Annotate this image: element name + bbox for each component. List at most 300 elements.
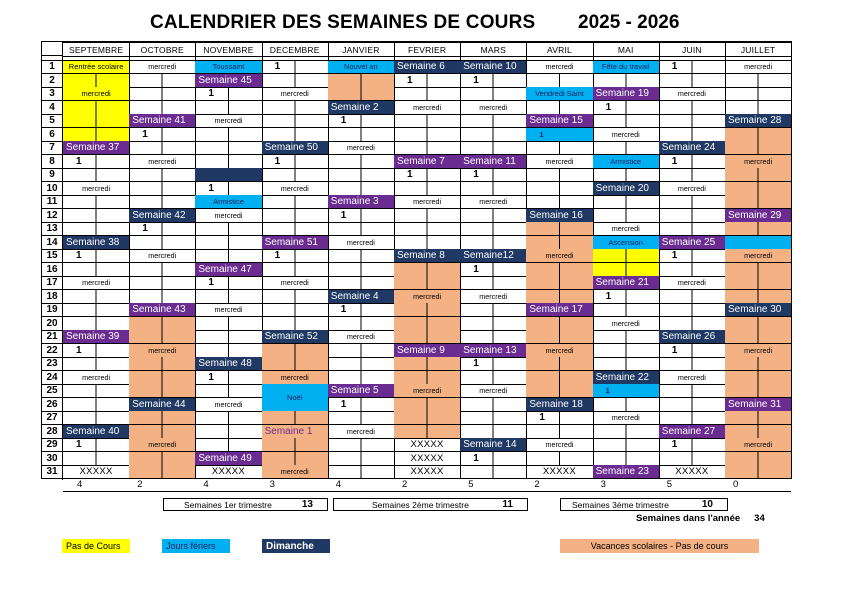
day-cell [659,168,726,182]
week-start-cell: 1 [659,344,726,358]
week-start-cell: 1 [593,290,660,304]
holiday-cell: Armistice [593,155,660,169]
trimester-1-label: Semaines 1er trimestre [184,499,272,510]
week-label-cell: Semaine 8 [394,249,461,263]
week-label-cell: Semaine 17 [526,303,593,317]
week-start-cell: 1 [195,276,262,290]
wednesday-cell: mercredi [262,276,329,290]
week-label-cell: Semaine 47 [195,263,262,277]
no-class-cell [63,101,130,115]
school-year: 2025 - 2026 [578,12,680,33]
week-start-cell: 1 [262,60,329,74]
month-header: OCTOBRE [129,41,196,57]
week-label-cell: Semaine 3 [328,195,395,209]
day-cell [63,209,130,223]
vacation-cell [725,182,792,196]
day-cell [659,209,726,223]
day-cell [659,74,726,88]
day-cell [328,222,395,236]
week-label-cell: Semaine 52 [262,330,329,344]
holiday-cell: Ascension [593,236,660,250]
week-label-cell: Semaine 10 [460,60,527,74]
week-label-cell: Semaine 18 [526,398,593,412]
vacation-cell [725,371,792,385]
vacation-cell [262,452,329,466]
day-cell [659,384,726,398]
day-cell [460,317,527,331]
day-cell [460,141,527,155]
vacation-cell [526,236,593,250]
week-label-cell: Semaine 29 [725,209,792,223]
vacation-cell [526,276,593,290]
week-label-cell: Semaine12 [460,249,527,263]
day-number: 18 [41,290,63,304]
vacation-cell [129,465,196,479]
week-label-cell: Semaine 15 [526,114,593,128]
vacation-cell [725,128,792,142]
day-cell [460,87,527,101]
wednesday-cell: mercredi [262,182,329,196]
nonexistent-day-cell: XXXXX [394,452,461,466]
week-label-cell: Semaine 14 [460,438,527,452]
week-label-cell: Semaine 42 [129,209,196,223]
day-cell [328,155,395,169]
wednesday-cell: mercredi [659,276,726,290]
day-cell [63,357,130,371]
day-cell [659,290,726,304]
day-number: 30 [41,452,63,466]
trimester-3-total [560,498,728,511]
month-week-total: 4 [77,479,83,490]
week-label-cell: Semaine 4 [328,290,395,304]
week-label-cell: Semaine 26 [659,330,726,344]
trimester-3-label: Semaines 3ème trimestre [572,499,669,510]
week-label-cell: Semaine 50 [262,141,329,155]
week-start-cell: 1 [63,344,130,358]
wednesday-cell: mercredi [129,438,196,452]
day-cell [262,209,329,223]
week-label-cell: Semaine 6 [394,60,461,74]
day-cell [725,101,792,115]
day-cell [659,317,726,331]
week-start-cell: 1 [526,411,593,425]
day-cell [63,411,130,425]
day-cell [328,357,395,371]
day-cell [460,222,527,236]
month-header: DECEMBRE [262,41,329,57]
month-header: FEVRIER [394,41,461,57]
vacation-cell [394,303,461,317]
day-cell [460,236,527,250]
week-start-cell: 1 [659,249,726,263]
day-number: 5 [41,114,63,128]
wednesday-cell: mercredi [394,290,461,304]
week-label-cell: Semaine 44 [129,398,196,412]
day-cell [593,195,660,209]
spacer-cell [63,56,130,61]
day-cell [63,384,130,398]
day-cell [129,276,196,290]
vacation-cell [526,317,593,331]
wednesday-cell: mercredi [394,195,461,209]
day-cell [129,74,196,88]
nonexistent-day-cell: XXXXX [195,465,262,479]
spacer-cell [328,56,395,61]
holiday-cell: Vendredi Saint [526,87,593,101]
week-label-cell: Semaine 31 [725,398,792,412]
wednesday-cell: mercredi [195,114,262,128]
wednesday-cell: mercredi [659,87,726,101]
trimester-3-value: 10 [701,499,713,510]
day-cell [328,128,395,142]
vacation-cell [129,452,196,466]
day-cell [593,344,660,358]
week-label-cell: Semaine 5 [328,384,395,398]
day-cell [262,101,329,115]
day-number: 16 [41,263,63,277]
week-start-cell: 1 [328,209,395,223]
trimester-2-label: Semaines 2ème trimestre [372,499,469,510]
week-label-cell: Semaine 9 [394,344,461,358]
week-label-cell: Semaine 22 [593,371,660,385]
day-cell [328,411,395,425]
vacation-cell [725,330,792,344]
day-cell [262,74,329,88]
day-cell [262,317,329,331]
day-number: 26 [41,398,63,412]
vacation-cell [129,384,196,398]
legend-holidays [162,539,230,553]
wednesday-cell: mercredi [725,344,792,358]
day-number: 6 [41,128,63,142]
day-cell [195,290,262,304]
grid-bottom-border [63,491,791,492]
month-week-total: 3 [269,479,275,490]
vacation-cell [129,330,196,344]
day-cell [659,357,726,371]
week-label-cell: Semaine 39 [63,330,130,344]
trimester-1-value: 13 [301,499,313,510]
month-week-total: 4 [335,479,342,490]
day-cell [593,357,660,371]
day-cell [659,195,726,209]
vacation-cell [725,411,792,425]
day-cell [526,182,593,196]
vacation-cell [394,371,461,385]
day-cell [460,330,527,344]
wednesday-cell: mercredi [328,425,395,439]
day-cell [460,276,527,290]
day-cell [460,371,527,385]
day-cell [195,101,262,115]
day-cell [262,195,329,209]
day-cell [659,101,726,115]
spacer-cell [41,56,63,61]
vacation-cell [725,317,792,331]
day-cell [593,168,660,182]
page-title: CALENDRIER DES SEMAINES DE COURS [150,12,536,33]
vacation-cell [394,330,461,344]
day-cell [195,222,262,236]
holiday-cell: Nouvel an [328,60,395,74]
week-label-cell: Semaine 25 [659,236,726,250]
day-cell [129,168,196,182]
vacation-cell [328,74,395,88]
wednesday-cell: mercredi [659,182,726,196]
day-cell [63,195,130,209]
vacation-cell [262,411,329,425]
sunday-cell [195,168,262,182]
wednesday-cell: mercredi [328,236,395,250]
week-label-cell: Semaine 38 [63,236,130,250]
year-total-label: Semaines dans l'année [636,513,741,524]
day-cell [460,465,527,479]
day-cell [195,425,262,439]
week-label-cell: Semaine 41 [129,114,196,128]
day-cell [460,411,527,425]
day-cell [526,141,593,155]
holiday-cell: Fête du travail [593,60,660,74]
spacer-cell [659,56,726,61]
day-cell [63,263,130,277]
day-cell [593,114,660,128]
week-label-cell: Semaine 16 [526,209,593,223]
day-cell [328,344,395,358]
day-number: 20 [41,317,63,331]
day-number: 31 [41,465,63,479]
week-label-cell: Semaine 23 [593,465,660,479]
trimester-2-value: 11 [502,499,513,510]
wednesday-cell: mercredi [526,249,593,263]
day-cell [659,303,726,317]
day-number: 9 [41,168,63,182]
day-cell [328,168,395,182]
wednesday-cell: mercredi [725,155,792,169]
vacation-cell [725,168,792,182]
week-label-cell: Semaine 49 [195,452,262,466]
month-header: MAI [593,41,660,57]
day-cell [460,114,527,128]
day-cell [659,398,726,412]
vacation-cell [394,411,461,425]
day-cell [394,87,461,101]
day-cell [328,371,395,385]
week-label-cell: Semaine 11 [460,155,527,169]
wednesday-cell: mercredi [129,155,196,169]
week-label-cell: Semaine 2 [328,101,395,115]
vacation-cell [394,263,461,277]
week-label-cell: Semaine 40 [63,425,130,439]
wednesday-cell: mercredi [460,101,527,115]
week-start-cell: 1 [328,114,395,128]
spacer-cell [195,56,262,61]
grid-left-border [62,41,63,480]
week-label-cell: Semaine 20 [593,182,660,196]
week-start-cell: 1 [63,438,130,452]
day-cell [593,74,660,88]
day-cell [195,438,262,452]
holiday-cell: Toussaint [195,60,262,74]
week-label-cell: Semaine 24 [659,141,726,155]
week-start-cell: 1 [129,128,196,142]
day-cell [328,465,395,479]
day-cell [526,425,593,439]
wednesday-cell: mercredi [460,290,527,304]
legend-vacation-label: Vacances scolaires - Pas de cours [590,541,729,551]
day-cell [63,290,130,304]
day-number: 12 [41,209,63,223]
vacation-cell [129,425,196,439]
week-start-cell: 1 [460,74,527,88]
wednesday-cell: mercredi [195,209,262,223]
month-header: JANVIER [328,41,395,57]
day-number: 29 [41,438,63,452]
day-cell [593,209,660,223]
day-cell [63,317,130,331]
week-label-cell: Semaine 21 [593,276,660,290]
day-cell [659,452,726,466]
month-week-total: 2 [137,479,143,490]
day-cell [526,101,593,115]
week-label-cell: Semaine 30 [725,303,792,317]
day-cell [328,263,395,277]
day-cell [129,101,196,115]
day-cell [195,236,262,250]
day-cell [63,303,130,317]
month-week-total: 0 [733,479,739,490]
wednesday-cell: mercredi [725,60,792,74]
spacer-cell [725,56,792,61]
week-start-cell: 1 [129,222,196,236]
vacation-cell [129,357,196,371]
spacer-cell [262,56,329,61]
wednesday-cell: mercredi [195,398,262,412]
spacer-cell [129,56,196,61]
month-week-total: 2 [534,479,540,490]
wednesday-cell: mercredi [460,384,527,398]
nonexistent-day-cell: XXXXX [526,465,593,479]
day-cell [195,249,262,263]
week-start-cell: 1 [195,182,262,196]
day-cell [460,209,527,223]
day-cell [394,128,461,142]
day-cell [659,128,726,142]
day-number: 19 [41,303,63,317]
day-cell [328,182,395,196]
wednesday-cell: mercredi [659,371,726,385]
week-start-cell: 1 [195,87,262,101]
day-cell [129,87,196,101]
week-start-cell: 1 [328,398,395,412]
nonexistent-day-cell: XXXXX [394,438,461,452]
day-number: 24 [41,371,63,385]
day-number: 8 [41,155,63,169]
year-total [636,513,765,524]
wednesday-cell: mercredi [725,438,792,452]
day-cell [63,168,130,182]
wednesday-cell: mercredi [262,465,329,479]
day-number: 11 [41,195,63,209]
week-start-cell: 1 [659,155,726,169]
vacation-cell [725,425,792,439]
wednesday-cell: mercredi [593,128,660,142]
wednesday-cell: mercredi [328,330,395,344]
month-header: JUILLET [725,41,792,57]
no-class-cell [63,114,130,128]
no-class-cell: Rentrée scolaire [63,60,130,74]
trimester-1-total [163,498,328,511]
week-start-cell: 1 [328,303,395,317]
wednesday-cell: mercredi [195,303,262,317]
vacation-cell [725,452,792,466]
day-cell [659,114,726,128]
day-cell [659,222,726,236]
day-number: 3 [41,87,63,101]
legend-no-class [62,539,130,553]
no-class-cell: mercredi [63,87,130,101]
vacation-cell [526,357,593,371]
week-label-cell: Semaine 37 [63,141,130,155]
day-cell [593,398,660,412]
day-cell [526,168,593,182]
month-header: NOVEMBRE [195,41,262,57]
week-start-cell: 1 [262,155,329,169]
day-cell [725,74,792,88]
month-week-total: 3 [600,479,606,490]
wednesday-cell: mercredi [63,182,130,196]
day-cell [129,236,196,250]
wednesday-cell: mercredi [526,155,593,169]
nonexistent-day-cell: XXXXX [394,465,461,479]
month-header: AVRIL [526,41,593,57]
day-cell [63,222,130,236]
no-class-cell [593,249,660,263]
week-label-cell: Semaine 45 [195,74,262,88]
day-number: 25 [41,384,63,398]
day-cell [394,114,461,128]
vacation-cell [725,357,792,371]
day-number: 4 [41,101,63,115]
week-start-cell: 1 [460,168,527,182]
vacation-cell [394,276,461,290]
week-label-cell: Semaine 48 [195,357,262,371]
wednesday-cell: mercredi [262,87,329,101]
day-cell [63,398,130,412]
day-cell [328,317,395,331]
day-cell [526,74,593,88]
day-number: 28 [41,425,63,439]
week-label-cell: Semaine 7 [394,155,461,169]
spacer-cell [526,56,593,61]
wednesday-cell: mercredi [526,438,593,452]
week-start-cell: 1 [63,249,130,263]
legend-no-class-label: Pas de Cours [66,541,121,551]
day-cell [262,290,329,304]
day-cell [394,141,461,155]
day-cell [129,141,196,155]
month-week-total: 4 [203,479,209,490]
day-cell [460,128,527,142]
day-number: 17 [41,276,63,290]
wednesday-cell: mercredi [725,249,792,263]
vacation-cell [129,317,196,331]
day-cell [394,222,461,236]
vacation-cell [526,222,593,236]
vacation-cell [262,357,329,371]
legend-sunday-label: Dimanche [266,540,314,552]
day-cell [63,452,130,466]
week-start-cell: 1 [659,438,726,452]
